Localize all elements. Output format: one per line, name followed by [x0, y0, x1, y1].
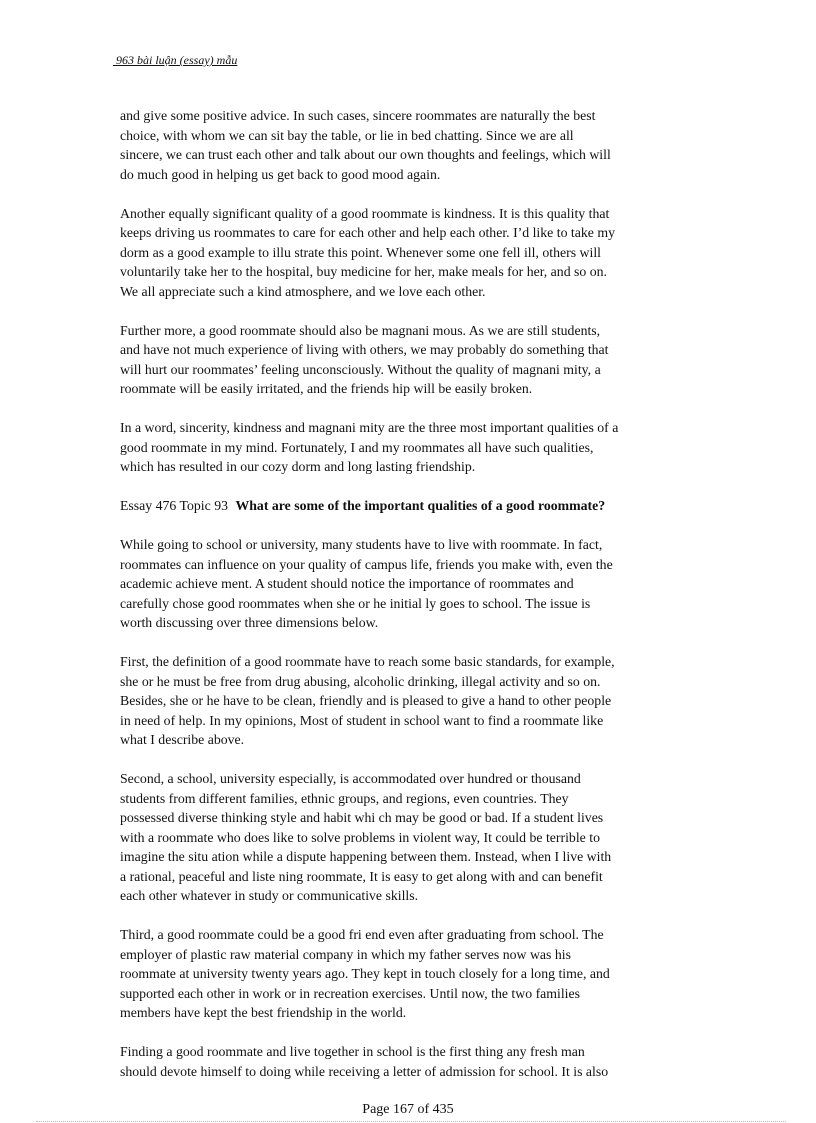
text-line: carefully chose good roommates when she or he initial ly goes to school. The issue is [120, 595, 591, 611]
paragraph [120, 925, 696, 1023]
page-content [120, 106, 696, 1101]
paragraph [120, 535, 696, 633]
document-header: 963 bài luận (essay) mẫu [113, 53, 238, 67]
text-line: sincere, we can trust each other and talk about our own thoughts and feelings, which will [120, 147, 611, 162]
text-line: possessed diverse thinking style and habit whi ch may be good or bad. If a student lives [120, 810, 604, 825]
text-line: students from different families, ethnic groups, and regions, even countries. They [120, 790, 569, 806]
text-line: voluntarily take her to the hospital, buy medicine for her, make meals for her, and so on. [120, 264, 608, 279]
text-line: each other whatever in study or communicative skills. [120, 888, 419, 903]
text-line: what I describe above. [120, 732, 245, 747]
text-line: While going to school or university, many students have to live with roommate. In fact, [120, 537, 603, 552]
essay-label: Essay 476 Topic 93 [120, 498, 228, 513]
text-line: worth discussing over three dimensions below. [120, 615, 379, 630]
text-line: In a word, sincerity, kindness and magnani mity are the three most important qualities of a [120, 420, 619, 435]
text-line: Further more, a good roommate should also be magnani mous. As we are still students, [120, 322, 601, 338]
essay-question: What are some of the important qualities of a good roommate? [235, 498, 606, 513]
text-line: academic achieve ment. A student should notice the importance of roommates and [120, 576, 574, 591]
paragraphs-after [120, 535, 696, 1081]
text-line: imagine the situ ation while a dispute happening between them. Instead, when I live with [120, 849, 612, 864]
paragraph [120, 769, 696, 906]
paragraph [120, 321, 696, 399]
text-line: roommate will be easily irritated, and the friends hip will be easily broken. [120, 381, 533, 396]
paragraph [120, 106, 696, 184]
text-line: dorm as a good example to illu strate this point. Whenever some one fell ill, others will [120, 244, 601, 260]
text-line: which has resulted in our cozy dorm and long lasting friendship. [120, 459, 476, 474]
text-line: should devote himself to doing while receiving a letter of admission for school. It is also [120, 1063, 609, 1079]
text-line: roommate at university twenty years ago. They kept in touch closely for a long time, and [120, 966, 610, 981]
text-line: Finding a good roommate and live together in school is the first thing any fresh man [120, 1044, 585, 1059]
text-line: and give some positive advice. In such cases, sincere roommates are naturally the best [120, 108, 596, 123]
text-line: members have kept the best friendship in the world. [120, 1005, 407, 1020]
paragraph [120, 1042, 696, 1081]
text-line: keeps driving us roommates to care for each other and help each other. I’d like to take my [120, 225, 615, 240]
text-line: good roommate in my mind. Fortunately, I and my roommates all have such qualities, [120, 439, 594, 455]
text-line: and have not much experience of living with others, we may probably do something that [120, 342, 609, 357]
text-line: Another equally significant quality of a good roommate is kindness. It is this quality that [120, 205, 610, 221]
text-line: Besides, she or he have to be clean, friendly and is pleased to give a hand to other people [120, 693, 612, 708]
text-line: do much good in helping us get back to good mood again. [120, 166, 441, 182]
text-line: in need of help. In my opinions, Most of student in school want to find a roommate like [120, 712, 604, 728]
text-line: she or he must be free from drug abusing, alcoholic drinking, illegal activity and so on. [120, 673, 601, 689]
text-line: with a roommate who does like to solve problems in violent way, It could be terrible to [120, 829, 600, 845]
page-number: Page 167 of 435 [362, 1102, 454, 1117]
paragraph [120, 418, 696, 477]
paragraph [120, 204, 696, 302]
footer-divider [36, 1121, 786, 1122]
text-line: Third, a good roommate could be a good fri end even after graduating from school. The [120, 927, 604, 942]
text-line: choice, with whom we can sit bay the table, or lie in bed chatting. Since we are all [120, 127, 574, 143]
text-line: a rational, peaceful and liste ning roommate, It is easy to get along with and can benefit [120, 868, 603, 884]
text-line: will hurt our roommates’ feeling unconsciously. Without the quality of magnani mity, a [120, 361, 601, 377]
text-line: We all appreciate such a kind atmosphere, and we love each other. [120, 283, 486, 299]
text-line: First, the definition of a good roommate have to reach some basic standards, for example, [120, 654, 615, 669]
text-line: roommates can influence on your quality of campus life, friends you make with, even the [120, 556, 613, 572]
text-line: Second, a school, university especially, is accommodated over hundred or thousand [120, 771, 581, 786]
paragraph [120, 652, 696, 750]
paragraphs-before [120, 106, 696, 477]
essay-heading [120, 496, 696, 516]
text-line: supported each other in work or in recreation exercises. Until now, the two families [120, 985, 581, 1001]
text-line: employer of plastic raw material company in which my father serves now was his [120, 946, 571, 962]
